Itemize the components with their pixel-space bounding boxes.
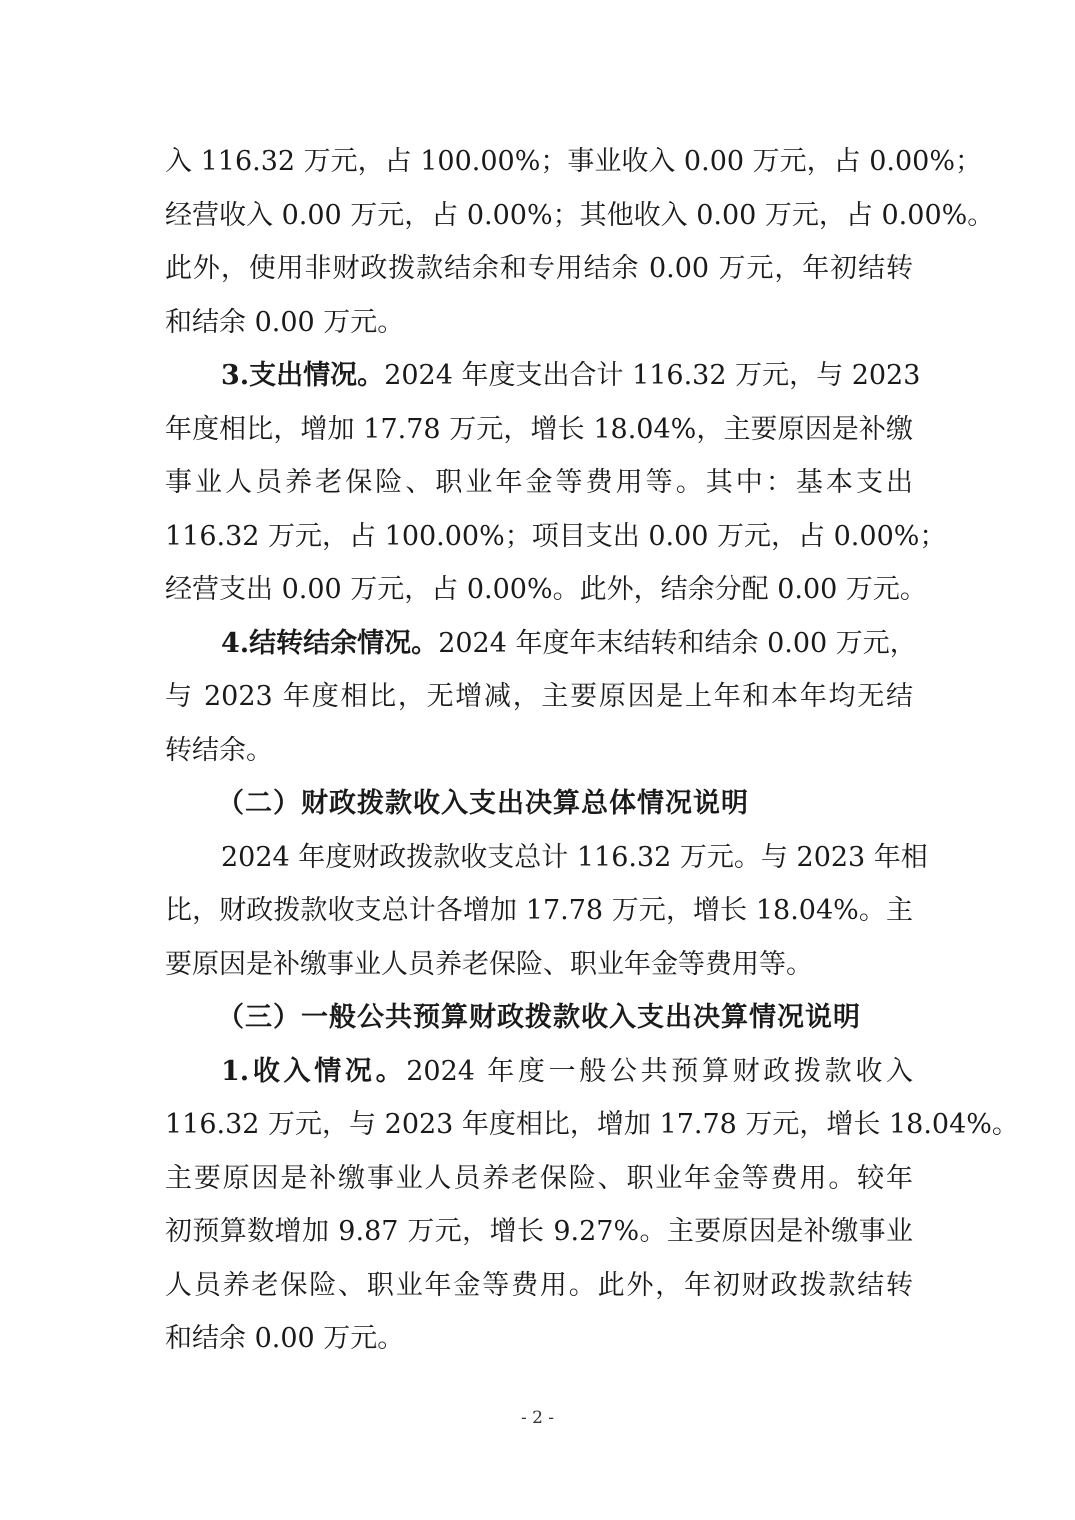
text-line: 事业人员养老保险、职业年金等费用等。其中：基本支出 [165,467,913,498]
text-segment: 2024 年度年末结转和结余 0.00 万元， [438,627,917,659]
page-number: - 2 - [520,1408,555,1428]
section-heading-3: （三）一般公共预算财政拨款收入支出决算情况说明 [217,1002,861,1033]
text-line: 与 2023 年度相比，无增减，主要原因是上年和本年均无结 [165,681,913,712]
text-line: 116.32 万元，占 100.00%；项目支出 0.00 万元，占 0.00%； [165,520,947,552]
paragraph-expenditure-first-line [165,349,921,403]
text-line: 主要原因是补缴事业人员养老保险、职业年金等费用。较年 [165,1162,913,1194]
text-line: 和结余 0.00 万元。 [165,306,405,338]
text-line: 116.32 万元，与 2023 年度相比，增加 17.78 万元，增长 18.04%。 [165,1109,1019,1140]
paragraph-income-first-line [165,1045,913,1099]
section-heading-2: （二）财政拨款收入支出决算总体情况说明 [217,788,749,819]
paragraph-balance-first-line [165,617,917,671]
text-line: 比，财政拨款收支总计各增加 17.78 万元，增长 18.04%。主 [165,895,913,926]
section-lead-balance: 4.结转结余情况。 [221,627,439,659]
section-lead-income: 1.收入情况。 [221,1055,407,1087]
section-lead-expenditure: 3.支出情况。 [221,360,385,391]
document-body [165,135,1019,1366]
text-line: 入 116.32 万元，占 100.00%；事业收入 0.00 万元，占 0.00%； [165,146,982,177]
text-line: 人员养老保险、职业年金等费用。此外，年初财政拨款结转 [165,1269,913,1301]
text-line: 年度相比，增加 17.78 万元，增长 18.04%，主要原因是补缴 [165,413,913,445]
text-line: 转结余。 [165,734,273,766]
text-line: 经营支出 0.00 万元，占 0.00%。此外，结余分配 0.00 万元。 [165,574,927,605]
text-line: 和结余 0.00 万元。 [165,1323,405,1354]
text-line: 2024 年度财政拨款收支总计 116.32 万元。与 2023 年相 [221,841,928,873]
text-segment: 2024 年度一般公共预算财政拨款收入 [406,1055,914,1087]
text-line: 要原因是补缴事业人员养老保险、职业年金等费用等。 [165,948,813,980]
text-segment: 2024 年度支出合计 116.32 万元，与 2023 [384,360,921,391]
text-line: 经营收入 0.00 万元，占 0.00%；其他收入 0.00 万元，占 0.00%。 [165,199,995,231]
text-line: 初预算数增加 9.87 万元，增长 9.27%。主要原因是补缴事业 [165,1216,913,1247]
text-line: 此外，使用非财政拨款结余和专用结余 0.00 万元，年初结转 [165,253,913,284]
